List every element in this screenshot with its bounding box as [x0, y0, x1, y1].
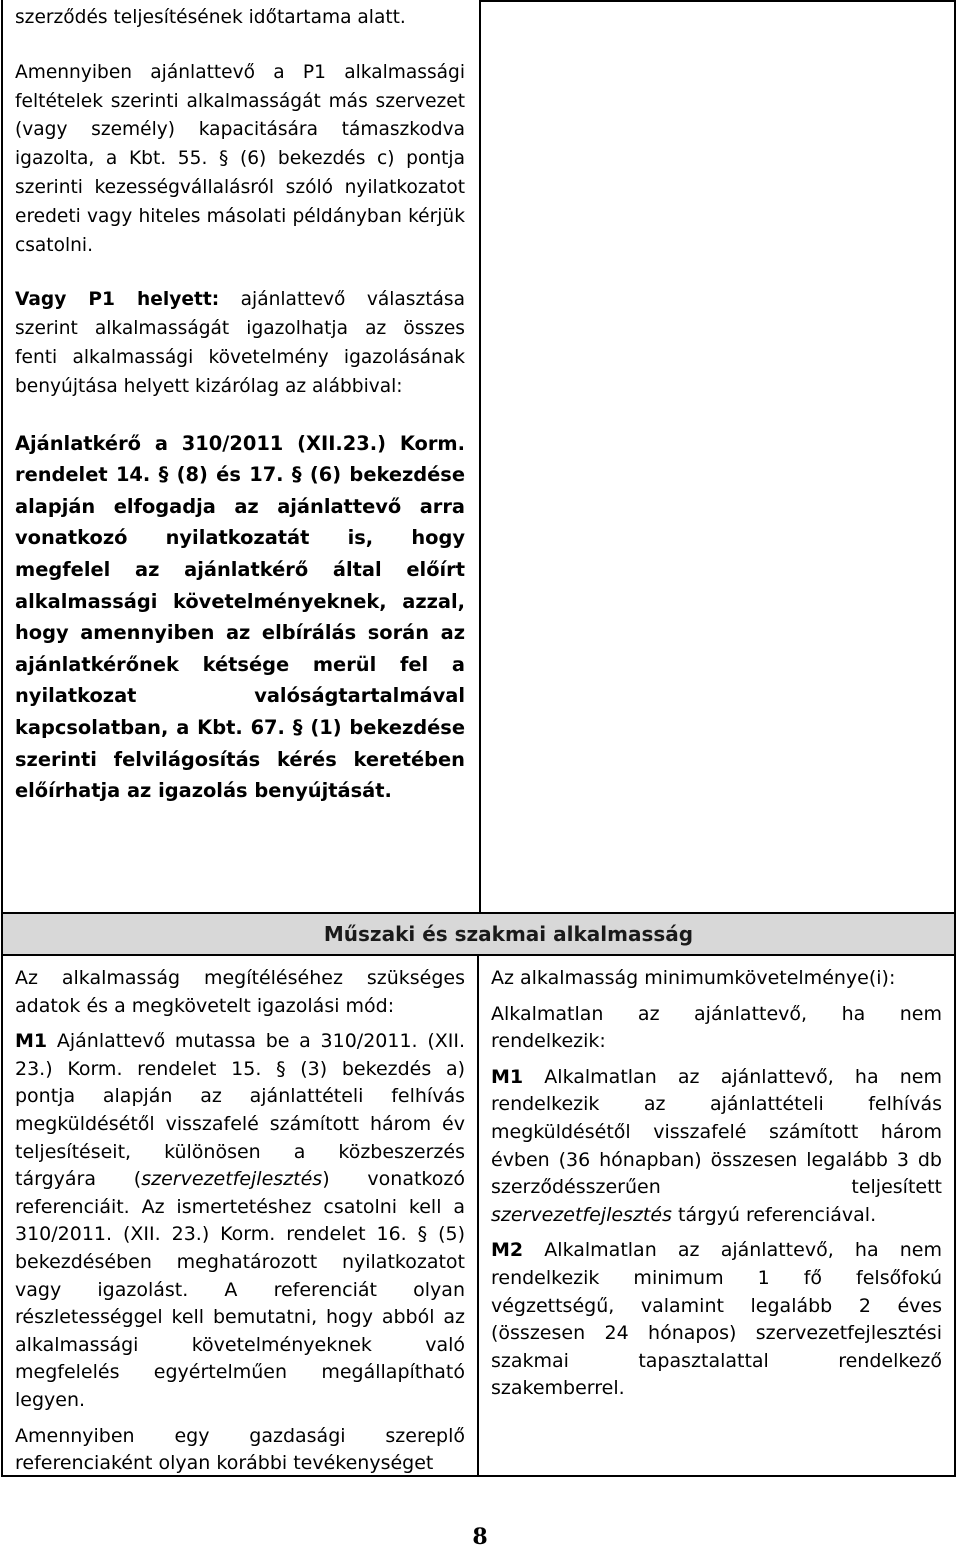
m1-text-left-b: ) vonatkozó referenciáit. Az ismertetéshez csatolni kell a 310/2011. (XII. 23.) Korm. rendelet 16. § (5) bekezdésében meghatározott nyilatkozatot vagy igazolást. A referenciát olyan részletességgel kell bemutatni, hogy abból az alkalmassági követelményeknek való megfelelés egyértelműen megállapítható legyen.	[15, 1168, 465, 1411]
m1-label-right: M1	[491, 1065, 524, 1088]
right-intro: Az alkalmasság minimumkövetelménye(i):	[491, 967, 896, 989]
left-intro: Az alkalmasság megítéléséhez szükséges adatok és a megkövetelt igazolási mód:	[15, 967, 465, 1017]
m2-minimum-paragraph	[491, 1237, 942, 1403]
m1-requirement-paragraph	[15, 1028, 465, 1414]
ajanlatkero-statement-paragraph: Ajánlatkérő a 310/2011 (XII.23.) Korm. rendelet 14. § (8) és 17. § (6) bekezdése alapján elfogadja az ajánlattevő arra vonatkozó nyilatkozatát is, hogy megfelel az ajánlatkérő által előírt alkalmassági követelményeknek, azzal, hogy amennyiben az elbírálás során az ajánlatkérőnek kétsége merül fel a nyilatkozat valóságtartalmával kapcsolatban, a Kbt. 67. § (1) bekezdése szerinti felvilágosítás kérés keretében előírhatja az igazolás benyújtását.	[15, 431, 465, 803]
right-subintro: Alkalmatlan az ajánlattevő, ha nem rendelkezik:	[491, 1002, 942, 1053]
bottom-left-cell	[1, 955, 479, 1477]
m1-text-left-a: Ajánlattevő mutassa be a 310/2011. (XII. 23.) Korm. rendelet 15. § (3) bekezdés a) pontja alapján az ajánlattételi felhívás megküldésétől visszafelé számított három év teljesítéseit, különösen a közbeszerzés tárgyára (	[15, 1030, 465, 1191]
m2-text-right: Alkalmatlan az ajánlattevő, ha nem rendelkezik minimum 1 fő felsőfokú végzettségű, valamint legalább 2 éves (összesen 24 hónapos) szervezetfejlesztési szakmai tapasztalattal rendelkező szakemberrel.	[491, 1239, 942, 1400]
continuation-line: szerződés teljesítésének időtartama alatt.	[15, 7, 406, 28]
p1-alternative-text: ajánlattevő választása szerint alkalmasságát igazolhatja az összes fenti alkalmassági követelmény igazolásának benyújtása helyett kizárólag az alábbival:	[15, 289, 465, 397]
m1-label-left: M1	[15, 1030, 48, 1053]
top-left-cell	[3, 0, 481, 912]
p1-alternative-paragraph	[15, 286, 465, 401]
section-header-row	[1, 912, 956, 956]
top-right-cell	[481, 0, 956, 912]
top-table	[1, 0, 956, 912]
page-number: 8	[472, 1524, 488, 1550]
bottom-right-cell	[479, 955, 956, 1477]
m1-italic-left: szervezetfejlesztés	[141, 1168, 323, 1191]
left-last-paragraph: Amennyiben egy gazdasági szereplő referenciaként olyan korábbi tevékenységet	[15, 1424, 465, 1475]
kezessegvallalas-paragraph: Amennyiben ajánlattevő a P1 alkalmassági feltételek szerinti alkalmasságát más szervezet (vagy személy) kapacitására támaszkodva igazolta, a Kbt. 55. § (6) bekezdés c) pontja szerinti kezességvállalásról szóló nyilatkozatot eredeti vagy hiteles másolati példányban kérjük csatolni.	[15, 61, 465, 256]
m1-text-right-b: tárgyú referenciával.	[671, 1203, 877, 1226]
p1-alternative-label: Vagy P1 helyett:	[15, 289, 220, 311]
m2-label-right: M2	[491, 1239, 524, 1262]
m1-text-right-a: Alkalmatlan az ajánlattevő, ha nem rendelkezik az ajánlattételi felhívás megküldésétől visszafelé számított három évben (36 hónapban) összesen legalább 3 db szerződésszerűen teljesített	[491, 1065, 942, 1199]
section-header-title: Műszaki és szakmai alkalmasság	[323, 922, 694, 946]
m1-minimum-paragraph	[491, 1064, 942, 1230]
m1-italic-right: szervezetfejlesztés	[491, 1203, 672, 1226]
